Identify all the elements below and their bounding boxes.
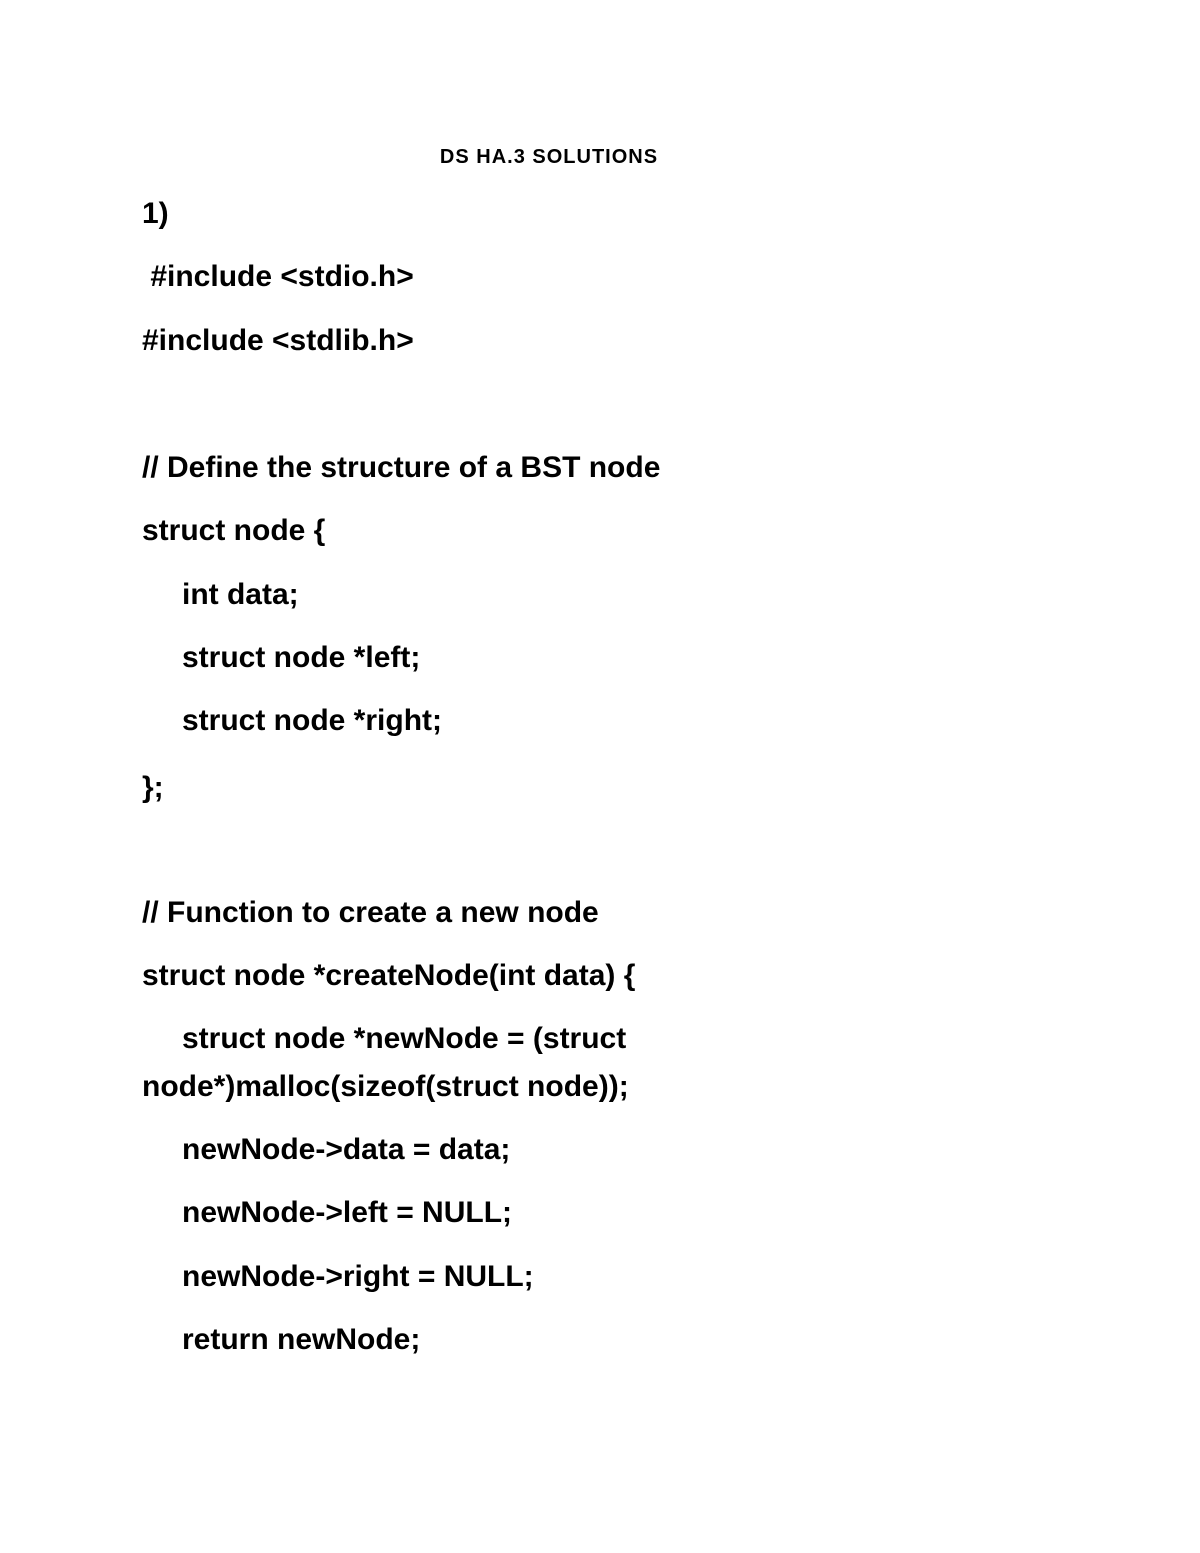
code-line: struct node *newNode = (struct — [182, 1022, 627, 1055]
code-line: struct node *right; — [182, 704, 442, 737]
code-comment: // Define the structure of a BST node — [142, 451, 661, 484]
code-comment: // Function to create a new node — [142, 896, 599, 929]
code-line: #include <stdio.h> — [142, 260, 414, 293]
code-line: int data; — [182, 578, 299, 611]
code-line: node*)malloc(sizeof(struct node)); — [142, 1070, 629, 1103]
code-line: return newNode; — [182, 1323, 421, 1356]
code-line: newNode->right = NULL; — [182, 1260, 534, 1293]
question-number: 1) — [142, 197, 169, 230]
code-line: struct node { — [142, 514, 326, 547]
code-line: #include <stdlib.h> — [142, 324, 414, 357]
code-line: newNode->left = NULL; — [182, 1196, 513, 1229]
code-line: newNode->data = data; — [182, 1133, 511, 1166]
code-line: struct node *createNode(int data) { — [142, 959, 636, 992]
code-line: struct node *left; — [182, 641, 421, 674]
code-line: }; — [142, 771, 164, 804]
page-title: DS HA.3 SOLUTIONS — [439, 146, 659, 168]
